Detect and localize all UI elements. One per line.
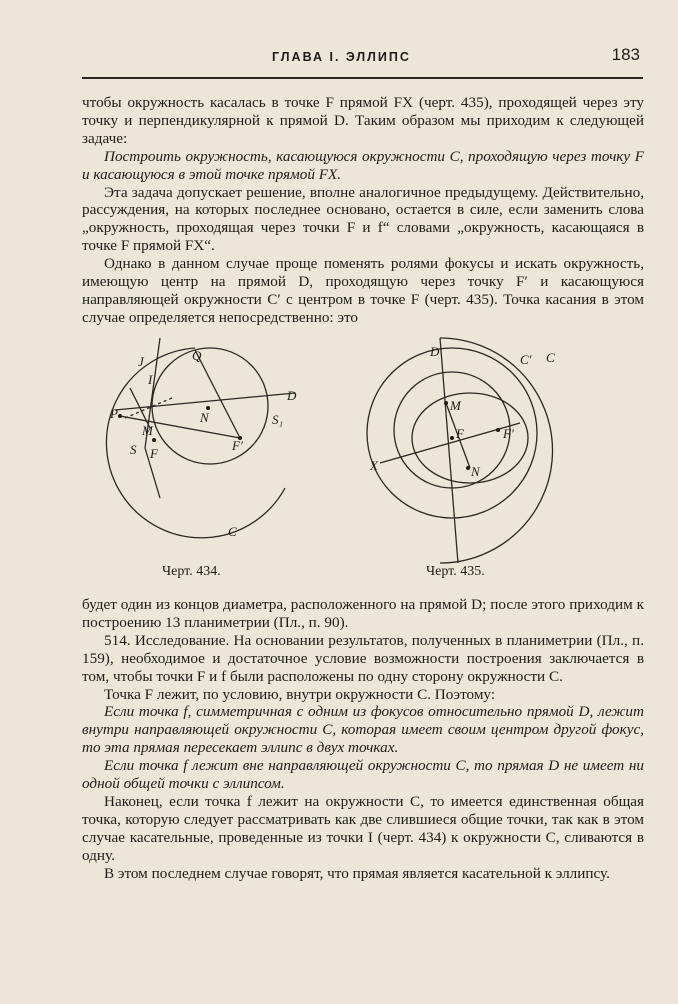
label-X: X: [370, 458, 378, 473]
label-P: P: [110, 406, 118, 421]
label-M: M: [142, 423, 153, 438]
label-N: N: [200, 410, 209, 425]
label-D: D: [430, 344, 440, 359]
label-C: C: [228, 524, 237, 539]
chapter-title: ГЛАВА I. ЭЛЛИПС: [272, 50, 411, 64]
label-C: C: [546, 350, 555, 365]
case-inside: Если точка f, симметричная с одним из фокусов относительно прямой D, лежит внутри направляющей окружности C, которая имеет своим центром другой фокус, то эта прямая пересекает эллипс в двух точках.: [82, 703, 644, 757]
bottom-text-block: [82, 596, 644, 883]
paragraph: чтобы окружность касалась в точке F прямой FX (черт. 435), проходящей через эту точку и перпендикулярной к прямой D. Таким образом мы приходим к следующей задаче:: [82, 94, 644, 147]
label-F1: F′: [503, 426, 514, 441]
label-F: F: [150, 446, 158, 461]
label-F: F: [456, 426, 464, 441]
label-N: N: [471, 464, 480, 479]
label-S: S: [130, 442, 137, 457]
label-M: M: [450, 398, 461, 413]
header-rule: [82, 77, 643, 79]
top-text-block: [82, 94, 644, 327]
figures-area: [100, 338, 640, 588]
label-J: J: [138, 354, 144, 369]
page-number: 183: [611, 45, 640, 64]
circle-tangent: [152, 348, 268, 464]
label-I: I: [148, 372, 153, 387]
figure-434: [100, 338, 320, 563]
paragraph: Однако в данном случае проще поменять ролями фокусы и искать окружность, имеющую центр на прямой D, проходящую через точку F′ и касающуюся направляющей окружности C′ с центром в точке F (черт. 435). Точка касания в этом случае определяется непосредственно: это: [82, 255, 644, 326]
paragraph: В этом последнем случае говорят, что прямая является касательной к эллипсу.: [104, 864, 610, 882]
line-PF1: [120, 416, 240, 438]
label-C1: C′: [520, 352, 532, 367]
problem-statement: Построить окружность, касающуюся окружности C, проходящую через точку F и касающуюся в этой точке прямой FX.: [82, 147, 644, 183]
caption-435: Черт. 435.: [426, 564, 485, 579]
paragraph: Эта задача допускает решение, вполне аналогичное предыдущему. Действительно, рассуждения, на которых последнее основано, остается в силе, если заменить слова „окружность, проходящая через точки F и f“ словами „окружность, касающаяся в точке F прямой FX“.: [82, 183, 644, 255]
label-D: D: [287, 388, 297, 403]
case-on-circle: Наконец, если точка f лежит на окружности C, то имеется единственная общая точка, которую следует рассматривать как две слившиеся общие точки, так как в этом случае касательные, проведенные из точки I (черт. 434) к окружности C, сливаются в одну.: [82, 792, 644, 864]
label-S1: S₁: [272, 412, 284, 427]
section-514: 514. Исследование. На основании результатов, полученных в планиметрии (Пл., п. 159), необходимое и достаточное условие возможности построения заключается в том, чтобы точки F и f были расположены по одну сторону окружности C.: [82, 631, 644, 685]
label-Q: Q: [192, 348, 202, 363]
circle-center-D: [394, 372, 510, 488]
paragraph: будет один из концов диаметра, расположенного на прямой D; после этого приходим к построению 13 планиметрии (Пл., п. 90).: [82, 596, 644, 631]
paragraph: Точка F лежит, по условию, внутри окружности C. Поэтому:: [104, 685, 496, 703]
label-F1: F′: [232, 438, 243, 453]
case-outside: Если точка f лежит вне направляющей окружности C, то прямая D не имеет ни одной общей точки с эллипсом.: [82, 757, 644, 793]
running-header: [82, 44, 642, 70]
caption-434: Черт. 434.: [162, 564, 221, 579]
figure-435: [370, 338, 570, 563]
